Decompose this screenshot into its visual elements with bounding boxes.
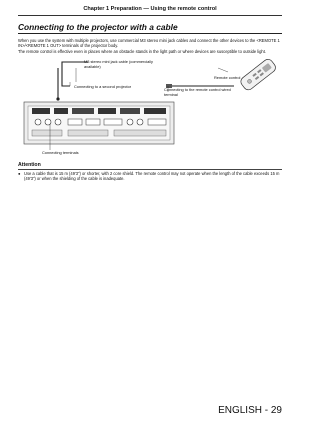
section-title: Connecting to the projector with a cable: [18, 22, 178, 32]
attention-text: Use a cable that is 15 m (49'3") or shorter, with 2 core shield. The remote control may not operate when the length of the cable exceeds 15 m (49'3") or when the shielding of the cable is inadequate.: [24, 171, 280, 182]
attention-title: Attention: [18, 162, 41, 168]
label-remote-control: Remote control: [214, 75, 241, 80]
attention-item: [18, 171, 280, 181]
intro-text: [18, 38, 282, 54]
remote-control: [239, 58, 278, 92]
label-cable-line-2: available): [84, 64, 101, 69]
intro-paragraph-1: When you use the system with multiple projectors, use commercial M3 stereo mini jack cables and connect the other devices to the <REMOTE 1 IN>/<REMOTE 1 OUT> terminals of the projector body.: [18, 38, 280, 49]
label-wired-terminal-line-2: terminal: [164, 92, 178, 97]
label-connecting-terminals: Connecting terminals: [42, 150, 79, 155]
connection-diagram: [18, 58, 282, 158]
label-wired-terminal-line-1: Connecting to the remote control wired: [164, 87, 231, 92]
label-cable-line-1: M3 stereo mini jack cable (commercially: [84, 59, 153, 64]
label-second-projector: Connecting to a second projector: [74, 84, 132, 89]
page-number: ENGLISH - 29: [218, 405, 282, 416]
header-divider: [18, 15, 282, 16]
bullet-icon: ●: [18, 171, 21, 176]
projector-rear-panel: [24, 102, 174, 144]
attention-divider: [18, 169, 282, 170]
chapter-header: Chapter 1 Preparation — Using the remote control: [83, 6, 217, 12]
intro-paragraph-2: The remote control is effective even in places where an obstacle stands in the light path or where devices are susceptible to outside light.: [18, 48, 266, 54]
section-divider: [18, 33, 282, 34]
